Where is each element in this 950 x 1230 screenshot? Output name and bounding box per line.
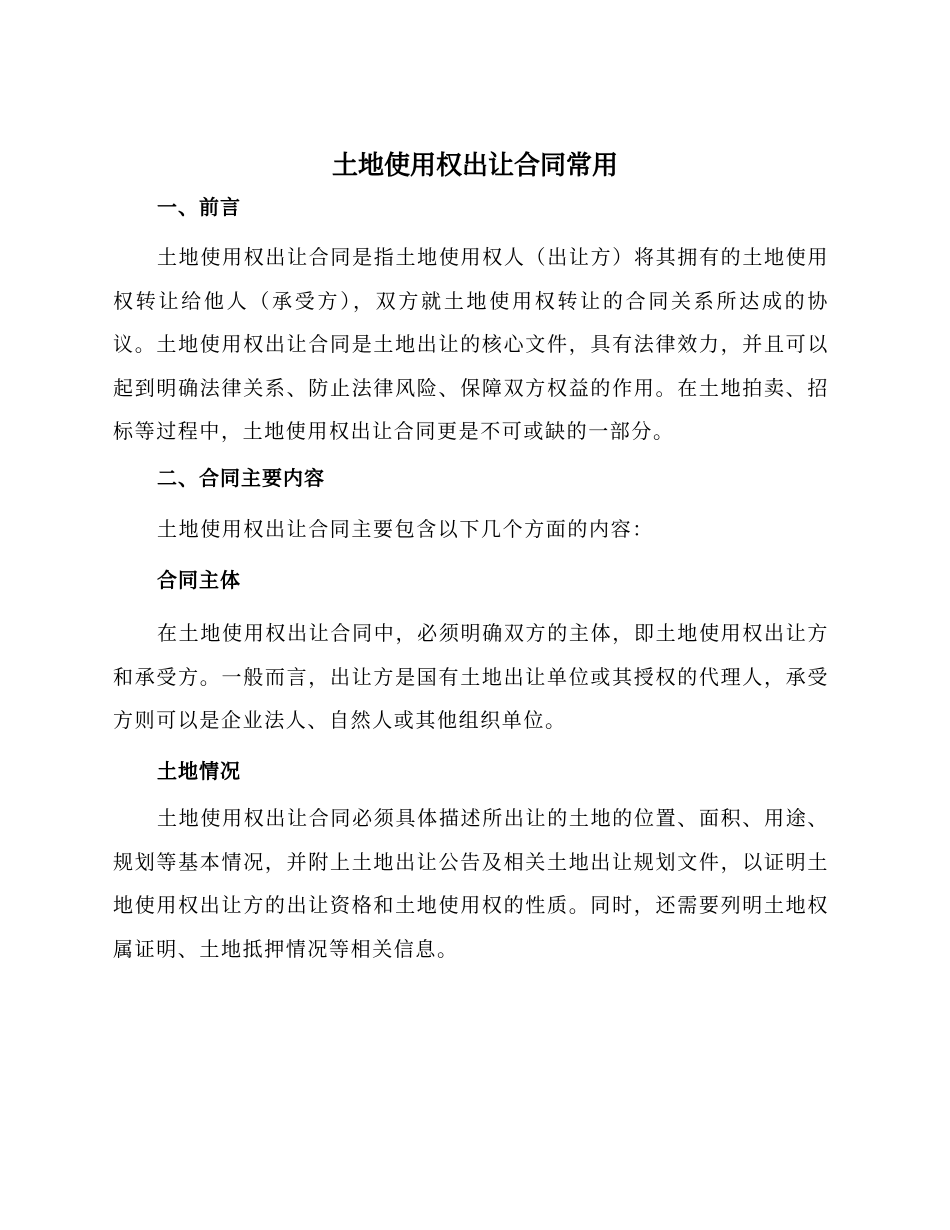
document-title: 土地使用权出让合同常用: [331, 151, 618, 181]
section-heading-contract-parties: 合同主体: [157, 568, 241, 592]
section-paragraph-main-content: 土地使用权出让合同主要包含以下几个方面的内容：: [157, 517, 654, 541]
section-heading-land-situation: 土地情况: [157, 759, 241, 783]
section-paragraph-land-situation: 土地使用权出让合同必须具体描述所出让的土地的位置、面积、用途、规划等基本情况，并附上土地出让公告及相关土地出让规划文件，以证明土地使用权出让方的出让资格和土地使用权的性质。同时，还需要列明土地权属证明、土地抵押情况等相关信息。: [113, 806, 829, 961]
section-heading-main-content: 二、合同主要内容: [157, 466, 325, 490]
section-paragraph-preface: 土地使用权出让合同是指土地使用权人（出让方）将其拥有的土地使用权转让给他人（承受方），双方就土地使用权转让的合同关系所达成的协议。土地使用权出让合同是土地出让的核心文件，具有法律效力，并且可以起到明确法律关系、防止法律风险、保障双方权益的作用。在土地拍卖、招标等过程中，土地使用权出让合同更是不可或缺的一部分。: [113, 245, 829, 443]
section-heading-preface: 一、前言: [157, 195, 241, 219]
section-paragraph-contract-parties: 在土地使用权出让合同中，必须明确双方的主体，即土地使用权出让方和承受方。一般而言，出让方是国有土地出让单位或其授权的代理人，承受方则可以是企业法人、自然人或其他组织单位。: [113, 621, 829, 732]
